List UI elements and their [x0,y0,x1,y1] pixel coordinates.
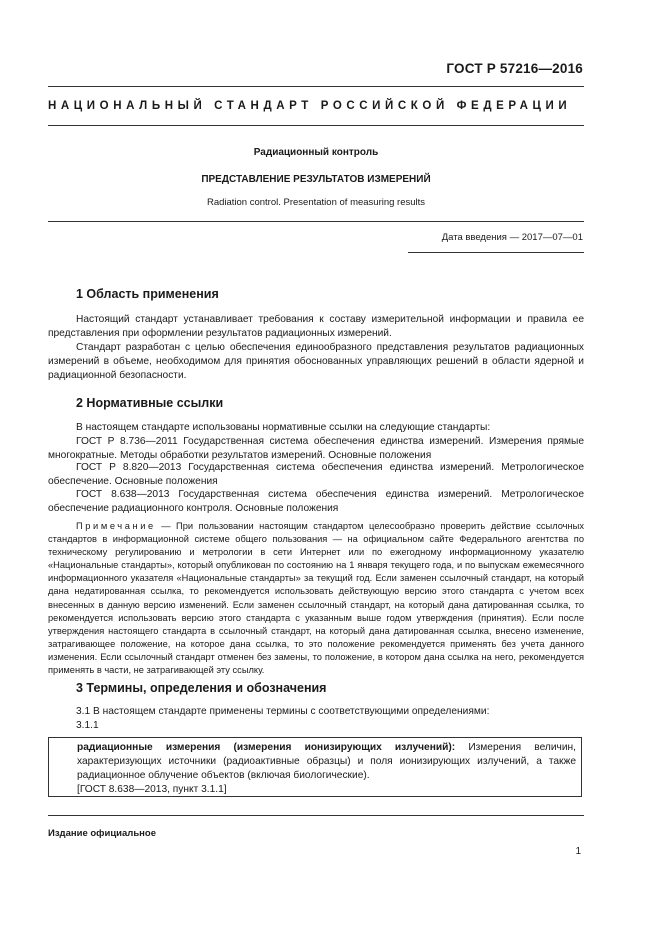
national-rule [48,125,584,126]
note-label: Примечание [76,521,156,531]
normative-reference-gost-r-8-736-text: ГОСТ Р 8.736—2011 Государственная система обеспечения единства измерений. Измерения прямые многократные. Методы обработки результатов измерений. Основные положения [48,436,584,461]
section-3-heading: 3 Термины, определения и обозначения [76,681,327,695]
page-number: 1 [575,846,581,857]
term-source-reference: [ГОСТ 8.638—2013, пункт 3.1.1] [77,784,227,795]
section-1-paragraph-2 [48,341,584,383]
footer-rule [48,815,584,816]
normative-reference-gost-8-638-text: ГОСТ 8.638—2013 Государственная система обеспечения единства измерений. Метрологическое обеспечение радиационного контроля. Основные положения [48,489,584,514]
normative-reference-gost-r-8-736 [48,435,584,463]
section-2-paragraph-1 [48,421,584,435]
intro-date-rule [408,252,584,253]
normative-reference-gost-r-8-820-text: ГОСТ Р 8.820—2013 Государственная система обеспечения единства измерений. Метрологическое обеспечение. Основные положения [48,462,584,487]
national-standard-title: НАЦИОНАЛЬНЫЙ СТАНДАРТ РОССИЙСКОЙ ФЕДЕРАЦИИ [48,100,572,112]
section-3-paragraph-1 [48,705,584,719]
section-2-paragraph-1-text: В настоящем стандарте использованы нормативные ссылки на следующие стандарты: [76,422,491,433]
official-edition-label: Издание официальное [48,828,156,839]
titles-rule [48,221,584,222]
section-3-clause-number [48,719,584,733]
title-english: Radiation control. Presentation of measuring results [206,197,426,208]
term-name: радиационные измерения (измерения ионизирующих излучений): [77,742,456,753]
section-3-paragraph-1-text: 3.1 В настоящем стандарте применены термины с соответствующими определениями: [76,706,490,717]
normative-reference-gost-8-638 [48,488,584,516]
header-rule [48,86,584,87]
section-1-heading: 1 Область применения [76,287,219,301]
note-text: — При пользовании настоящим стандартом целесообразно проверить действие ссылочных стандартов в информационной системе общего пользования — на официальном сайте Федерального агентства по техническому регулированию и метрологии в сети Интернет или по ежегодному информационному указателю «Национальные стандарты», который опубликован по состоянию на 1 января текущего года, и по выпускам ежемесячного информационного указателя «Национальные стандарты» за текущий год. Если заменен ссылочный стандарт, на который дана недатированная ссылка, то рекомендуется использовать действующую версию этого стандарта с учетом всех внесенных в данную версию изменений. Если заменен ссылочный стандарт, на который дана датированная ссылка, то рекомендуется использовать версию этого стандарта с указанным выше годом утверждения (принятия). Если после утверждения настоящего стандарта в ссылочный стандарт, на который дана датированная ссылка, внесено изменение, затрагивающее положение, на которое дана ссылка, то это положение рекомендуется применять без учета данного изменения. Если ссылочный стандарт отменен без замены, то положение, в котором дана ссылка на него, рекомендуется применять в части, не затрагивающей эту ссылку. [48,521,584,676]
introduction-date: Дата введения — 2017—07—01 [441,232,583,243]
title-main: Радиационный контроль [253,147,379,158]
section-2-heading: 2 Нормативные ссылки [76,396,224,410]
document-code: ГОСТ Р 57216—2016 [446,61,583,76]
term-definition-box [48,737,582,797]
title-sub: ПРЕДСТАВЛЕНИЕ РЕЗУЛЬТАТОВ ИЗМЕРЕНИЙ [201,174,431,185]
term-definition: Измерения величин, характеризующих источники (радиоактивные образцы) и поля ионизирующих излучений, а также радиационное облучение объектов (включая биологические). [77,742,576,781]
section-1-paragraph-2-text: Стандарт разработан с целью обеспечения единообразного представления результатов радиационных измерений в объеме, необходимом для принятия обоснованных управляющих решений в области ядерной и радиационной безопасности. [48,342,584,381]
section-2-note [48,520,584,677]
section-1-paragraph-1-text: Настоящий стандарт устанавливает требования к составу измерительной информации и правила ее представления при оформлении результатов радиационных измерений. [48,314,584,339]
section-1-paragraph-1 [48,313,584,341]
normative-reference-gost-r-8-820 [48,461,584,489]
section-3-clause-number-text: 3.1.1 [76,720,99,731]
